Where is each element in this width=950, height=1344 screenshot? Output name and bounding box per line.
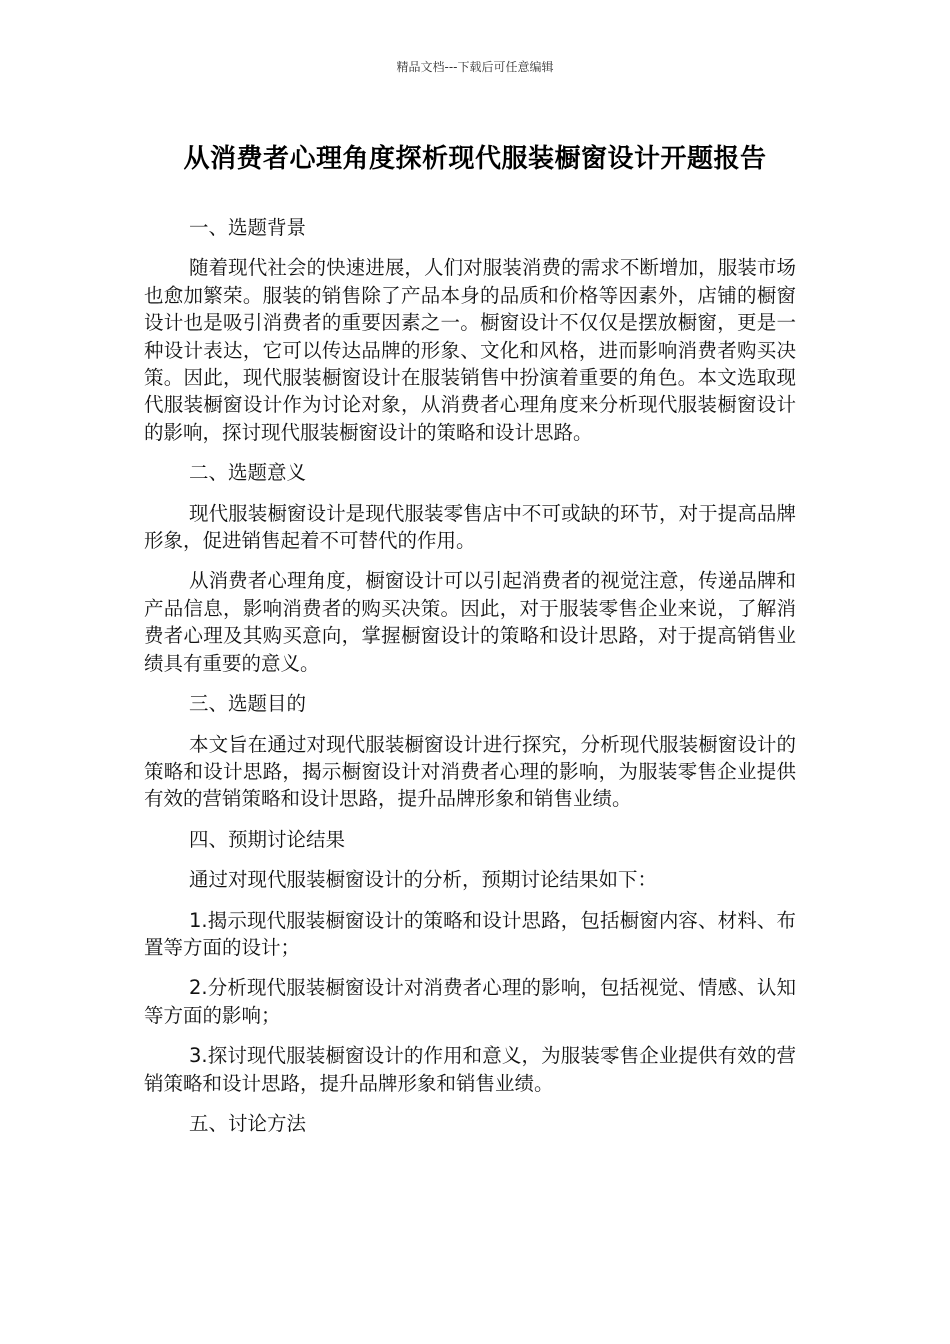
list-item-expected-3: 3.探讨现代服装橱窗设计的作用和意义，为服装零售企业提供有效的营销策略和设计思路，提升品牌形象和销售业绩。 [144,1044,796,1095]
section-heading-significance: 二、选题意义 [189,461,307,485]
section-heading-expected-results: 四、预期讨论结果 [189,827,346,851]
paragraph-purpose: 本文旨在通过对现代服装橱窗设计进行探究，分析现代服装橱窗设计的策略和设计思路，揭示橱窗设计对消费者心理的影响，为服装零售企业提供有效的营销策略和设计思路，提升品牌形象和销售业绩。 [144,732,796,811]
paragraph-significance-2: 从消费者心理角度，橱窗设计可以引起消费者的视觉注意，传递品牌和产品信息，影响消费者的购买决策。因此，对于服装零售企业来说，了解消费者心理及其购买意向，掌握橱窗设计的策略和设计思路，对于提高销售业绩具有重要的意义。 [144,569,796,675]
paragraph-significance-1: 现代服装橱窗设计是现代服装零售店中不可或缺的环节，对于提高品牌形象，促进销售起着不可替代的作用。 [144,501,796,553]
list-item-expected-1: 1.揭示现代服装橱窗设计的策略和设计思路，包括橱窗内容、材料、布置等方面的设计； [144,908,796,959]
section-heading-methods: 五、讨论方法 [189,1111,307,1135]
paragraph-expected-intro: 通过对现代服装橱窗设计的分析，预期讨论结果如下： [189,868,658,892]
list-item-expected-2: 2.分析现代服装橱窗设计对消费者心理的影响，包括视觉、情感、认知等方面的影响； [144,976,796,1027]
page-title: 从消费者心理角度探析现代服装橱窗设计开题报告 [183,144,767,174]
section-heading-purpose: 三、选题目的 [189,692,307,716]
header-note: 精品文档---下载后可任意编辑 [396,60,554,74]
section-heading-background: 一、选题背景 [189,216,307,239]
paragraph-background: 随着现代社会的快速进展，人们对服装消费的需求不断增加，服装市场也愈加繁荣。服装的销售除了产品本身的品质和价格等因素外，店铺的橱窗设计也是吸引消费者的重要因素之一。橱窗设计不仅仅是摆放橱窗，更是一种设计表达，它可以传达品牌的形象、文化和风格，进而影响消费者购买决策。因此，现代服装橱窗设计在服装销售中扮演着重要的角色。本文选取现代服装橱窗设计作为讨论对象，从消费者心理角度来分析现代服装橱窗设计的影响，探讨现代服装橱窗设计的策略和设计思路。 [144,256,796,444]
document-body [144,214,796,1150]
